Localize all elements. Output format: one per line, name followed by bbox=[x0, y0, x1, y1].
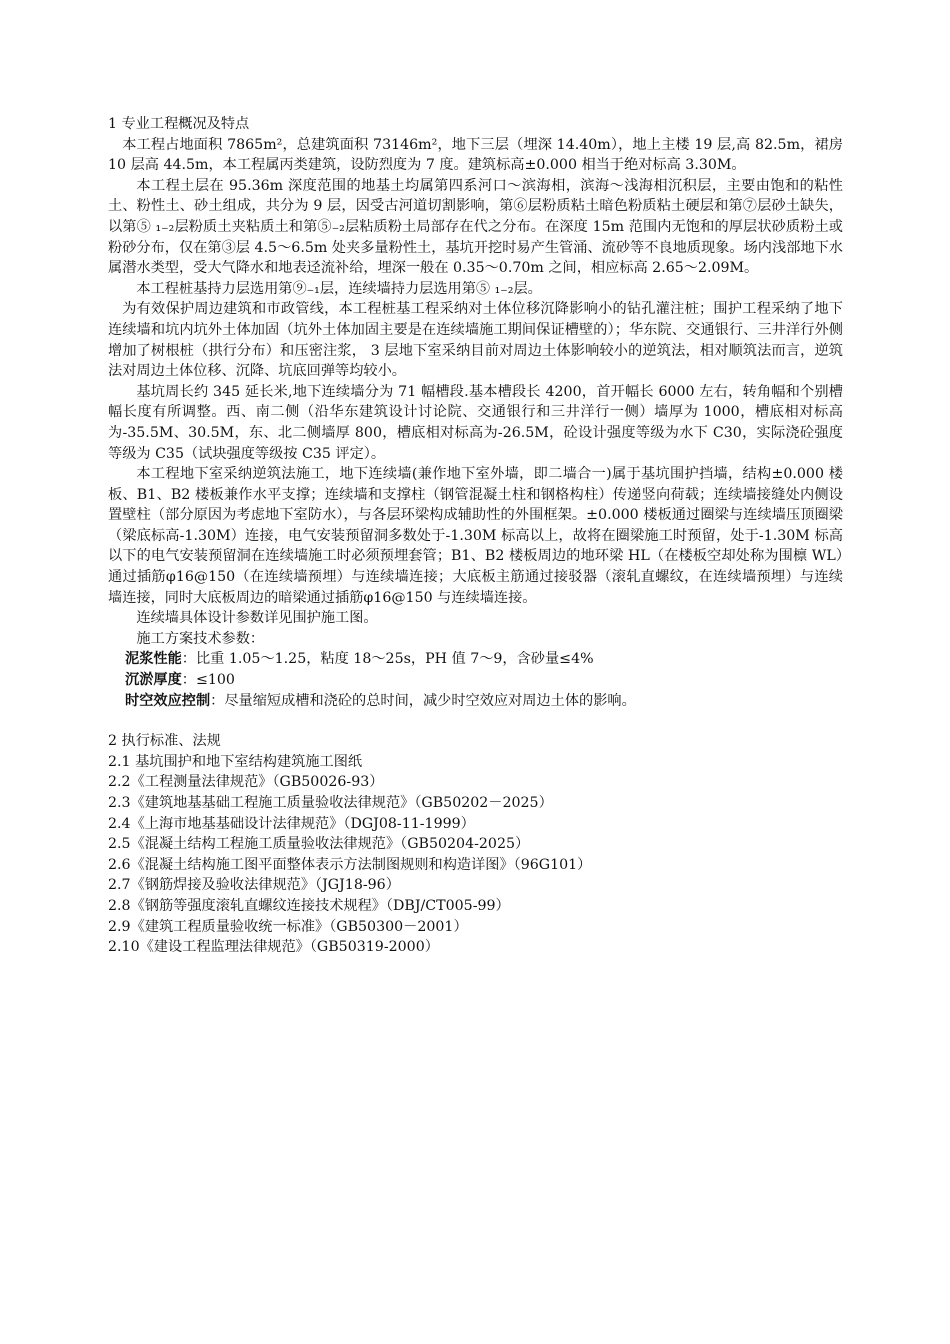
tech-params-paragraph: 施工方案技术参数： bbox=[136, 630, 265, 647]
section-gap bbox=[108, 711, 843, 731]
standard-item: 2.9《建筑工程质量验收统一标准》（GB50300－2001） bbox=[108, 918, 468, 935]
param-sediment-text: ：≤100 bbox=[181, 672, 235, 689]
section-2-heading: 2 执行标准、法规 bbox=[108, 733, 221, 750]
param-time-effect bbox=[108, 691, 843, 712]
basement-paragraph: 本工程地下室采纳逆筑法施工，地下连续墙(兼作地下室外墙，即二墙合一)属于基坑围护挡墙，结构±0.000 楼板、B1、B2 楼板兼作水平支撑；连续墙和支撑柱（钢管混凝土柱和钢格构柱）传递竖向荷载；连续墙接缝处内侧设置壁柱（部分原因为考虑地下室防水），与各层环梁构成辅助性的外围框架。±0.000 楼板通过圈梁与连续墙压顶圈梁（梁底标高-1.30M）连接，电气安装预留洞多数处于-1.30M 标高以上，故将在圈梁施工时预留，处于-1.30M 标高以下的电气安装预留洞在连续墙施工时必须预埋套管；B1、B2 楼板周边的地环梁 HL（在楼板空却处称为围檩 WL）通过插筋φ16@150（在连续墙预埋）与连续墙连接；大底板主筋通过接驳器（滚轧直螺纹，在连续墙预埋）与连续墙连接，同时大底板周边的暗梁通过插筋φ16@150 与连续墙连接。 bbox=[108, 466, 843, 606]
param-time-effect-text: ：尽量缩短成槽和浇砼的总时间，减少时空效应对周边土体的影响。 bbox=[210, 692, 636, 709]
standard-item: 2.8《钢筋等强度滚轧直螺纹连接技术规程》（DBJ/CT005-99） bbox=[108, 897, 510, 914]
param-sediment bbox=[108, 670, 843, 691]
param-mud-text: ：比重 1.05～1.25，粘度 18～25s，PH 值 7～9，含砂量≤4% bbox=[181, 651, 594, 668]
standard-item: 2.4《上海市地基基础设计法律规范》（DGJ08-11-1999） bbox=[108, 815, 475, 832]
standard-item: 2.7《钢筋焊接及验收法律规范》（JGJ18-96） bbox=[108, 877, 400, 894]
standard-item: 2.3《建筑地基基础工程施工质量验收法律规范》（GB50202－2025） bbox=[108, 795, 553, 811]
protection-paragraph: 为有效保护周边建筑和市政管线，本工程桩基工程采纳对土体位移沉降影响小的钻孔灌注桩；围护工程采纳了地下连续墙和坑内坑外土体加固（坑外土体加固主要是在连续墙施工期间保证槽壁的）；华东院、交通银行、三井洋行外侧增加了树根桩（拱行分布）和压密注浆， 3 层地下室采纳目前对周边土体影响较小的逆筑法，相对顺筑法而言，逆筑法对周边土体位移、沉降、坑底回弹等均较小。 bbox=[108, 301, 843, 380]
standard-item: 2.1 基坑围护和地下室结构建筑施工图纸 bbox=[108, 753, 363, 770]
standard-item: 2.5《混凝土结构工程施工质量验收法律规范》（GB50204-2025） bbox=[108, 836, 530, 853]
param-mud-label: 泥浆性能 bbox=[125, 651, 182, 668]
section-1-heading: 1 专业工程概况及特点 bbox=[108, 116, 250, 132]
perimeter-paragraph: 基坑周长约 345 延长米,地下连续墙分为 71 幅槽段.基本槽段长 4200，首开幅长 6000 左右，转角幅和个别槽幅长度有所调整。西、南二侧（沿华东建筑设计讨论院、交通银行和三井洋行一侧）墙厚为 1000，槽底相对标高为-35.5M、30.5M，东、北二侧墙厚 800，槽底相对标高为-26.5M，砼设计强度等级为水下 C30，实际浇砼强度等级为 C35（试块强度等级按 C35 评定）。 bbox=[108, 383, 843, 462]
param-sediment-label: 沉淤厚度 bbox=[125, 672, 182, 689]
bearing-layer-paragraph: 本工程桩基持力层选用第⑨₋₁层，连续墙持力层选用第⑤ ₁₋₂层。 bbox=[136, 280, 542, 297]
standard-item: 2.10《建设工程监理法律规范》（GB50319-2000） bbox=[108, 939, 439, 956]
design-params-paragraph: 连续墙具体设计参数详见围护施工图。 bbox=[136, 610, 378, 627]
standard-item: 2.2《工程测量法律规范》（GB50026-93） bbox=[108, 774, 384, 791]
overview-paragraph: 本工程占地面积 7865m²，总建筑面积 73146m²，地下三层（埋深 14.40m），地上主楼 19 层,高 82.5m，裙房 10 层高 44.5m，本工程属丙类建筑，设防烈度为 7 度。建筑标高±0.000 相当于绝对标高 3.30M。 bbox=[108, 136, 843, 174]
param-mud bbox=[108, 649, 843, 670]
soil-paragraph: 本工程土层在 95.36m 深度范围的地基土均属第四系河口～滨海相，滨海～浅海相沉积层，主要由饱和的粘性土、粉性土、砂土组成，共分为 9 层，因受古河道切割影响，第⑥层粉质粘土暗色粉质粘土硬层和第⑦层砂土缺失，以第⑤ ₁₋₂层粉质土夹粘质土和第⑤₋₂层粘质粉土局部存在代之分布。在深度 15m 范围内无饱和的厚层状砂质粉土或粉砂分布，仅在第③层 4.5～6.5m 处夹多量粉性土，基坑开挖时易产生管涌、流砂等不良地质现象。场内浅部地下水属潜水类型，受大气降水和地表迳流补给，埋深一般在 0.35～0.70m 之间，相应标高 2.65～2.09M。 bbox=[108, 177, 843, 277]
param-time-effect-label: 时空效应控制 bbox=[125, 692, 211, 709]
document-page bbox=[108, 114, 843, 958]
standard-item: 2.6《混凝土结构施工图平面整体表示方法制图规则和构造详图》（96G101） bbox=[108, 856, 592, 873]
